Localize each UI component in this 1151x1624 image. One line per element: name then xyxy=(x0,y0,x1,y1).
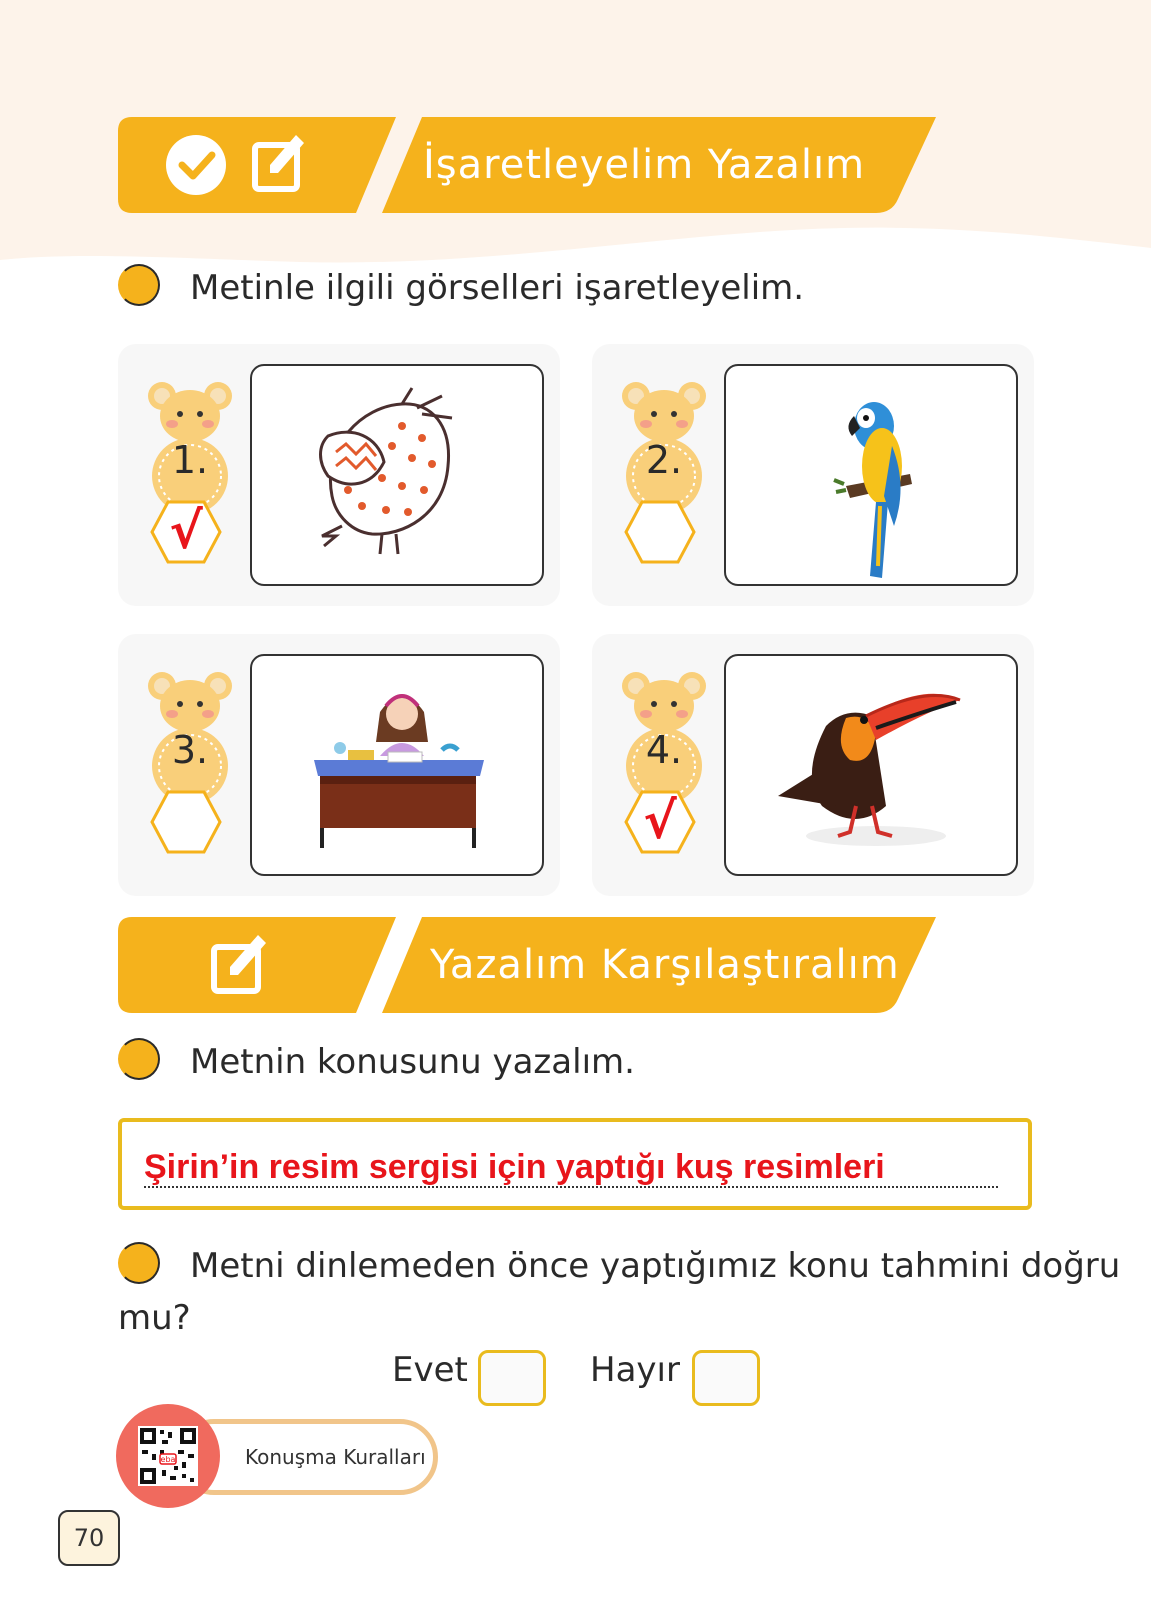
check-mark xyxy=(624,496,696,566)
yes-checkbox[interactable] xyxy=(478,1350,546,1406)
instruction-row-3 xyxy=(118,1240,1120,1292)
instruction-row-1 xyxy=(118,262,804,314)
picture-card-1 xyxy=(118,344,560,606)
bullet-icon xyxy=(118,1242,160,1284)
qr-label: Konuşma Kuralları xyxy=(245,1445,426,1469)
section-title: Yazalım Karşılaştıralım xyxy=(430,942,900,988)
no-label: Hayır xyxy=(590,1350,680,1390)
card-number: 3. xyxy=(171,728,209,772)
check-mark: √ xyxy=(643,792,677,850)
instruction-row-2 xyxy=(118,1036,635,1088)
toucan-image xyxy=(726,656,1018,876)
picture-card-3 xyxy=(118,634,560,896)
instruction-text: Metni dinlemeden önce yaptığımız konu tahmini doğru xyxy=(190,1246,1121,1286)
no-checkbox[interactable] xyxy=(692,1350,760,1406)
picture-card-4 xyxy=(592,634,1034,896)
picture-frame xyxy=(724,654,1018,876)
card-number: 2. xyxy=(645,438,683,482)
parrot-image xyxy=(726,366,1018,586)
card-number: 4. xyxy=(645,728,683,772)
girl-painting-image xyxy=(252,656,544,876)
card-number: 1. xyxy=(171,438,209,482)
section-banner-2 xyxy=(118,917,936,1013)
picture-frame xyxy=(250,654,544,876)
picture-card-2 xyxy=(592,344,1034,606)
picture-frame xyxy=(250,364,544,586)
check-mark xyxy=(150,786,222,856)
dotted-bird-image xyxy=(252,366,544,586)
qr-code-icon[interactable] xyxy=(138,1426,198,1486)
bullet-icon xyxy=(118,264,160,306)
svg-text:eba: eba xyxy=(160,1455,176,1464)
answer-box[interactable] xyxy=(118,1118,1032,1210)
yes-label: Evet xyxy=(392,1350,468,1390)
banner-left-tab xyxy=(118,917,398,1013)
bullet-icon xyxy=(118,1038,160,1080)
page-number: 70 xyxy=(58,1510,120,1566)
check-circle-icon xyxy=(166,135,226,195)
dotted-writing-line xyxy=(144,1186,998,1188)
check-mark: √ xyxy=(169,502,203,560)
banner-left-tab xyxy=(118,117,398,213)
instruction-text: Metnin konusunu yazalım. xyxy=(190,1042,635,1082)
instruction-text-continued: mu? xyxy=(118,1298,191,1338)
picture-frame xyxy=(724,364,1018,586)
answer-text: Şirin’in resim sergisi için yaptığı kuş resimleri xyxy=(144,1148,885,1186)
section-banner-1 xyxy=(118,117,936,213)
section-title: İşaretleyelim Yazalım xyxy=(423,142,866,188)
instruction-text: Metinle ilgili görselleri işaretleyelim. xyxy=(190,268,805,308)
